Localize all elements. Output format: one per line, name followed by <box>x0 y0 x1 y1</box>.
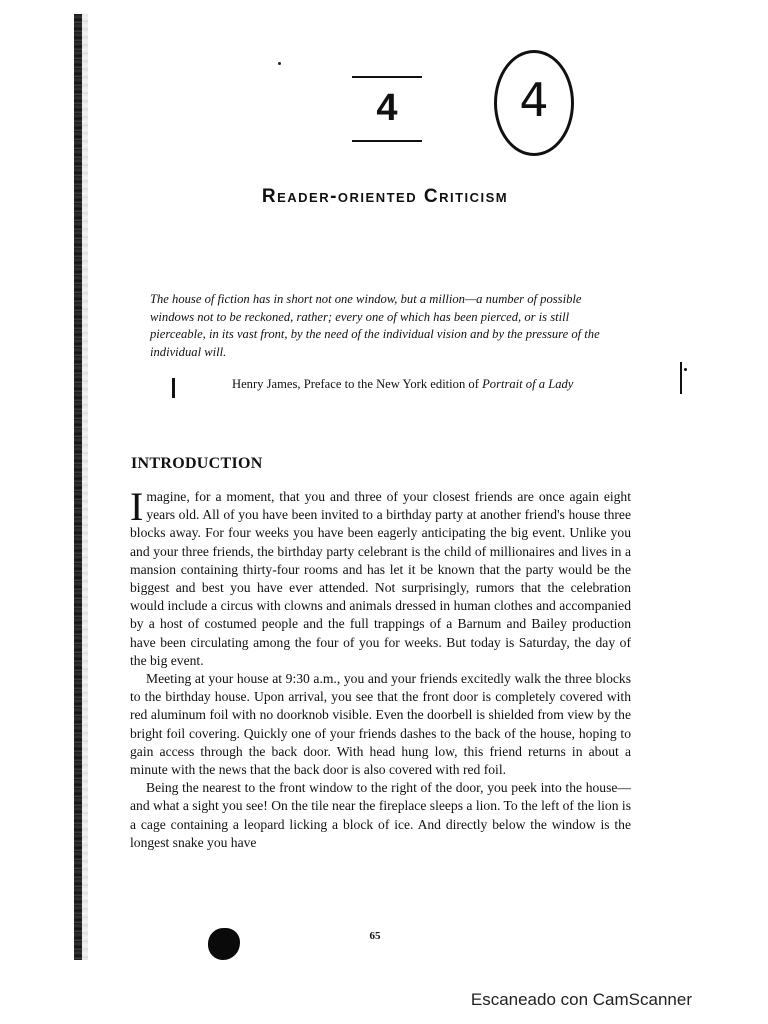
scanner-watermark: Escaneado con CamScanner <box>470 990 692 1009</box>
attribution-work-title: Portrait of a Lady <box>482 377 574 391</box>
page-number: 65 <box>369 930 381 942</box>
handwritten-circled-number: 4 <box>494 50 574 156</box>
chapter-rule-bottom <box>352 140 422 142</box>
epigraph-quote: The house of fiction has in short not one window, but a million—a number of possible windows not to be reckoned, rather; every one of which has been pierced, or is still pierceable, in its vast front, by the need of the individual vision and by the pressure of the individual will. <box>150 292 600 359</box>
book-binding-shadow <box>74 14 82 960</box>
section-heading: INTRODUCTION <box>131 455 263 472</box>
paragraph-3: Being the nearest to the front window to the right of the door, you peek into the house—and what a sight you see! On the tile near the fireplace sleeps a lion. To the left of the lion is a cage containing a leopard licking a block of ice. And directly below the window is the longest snake you have <box>130 780 631 850</box>
epigraph-attribution <box>232 376 652 393</box>
paragraph-2: Meeting at your house at 9:30 a.m., you and your friends excitedly walk the three blocks to the birthday house. Upon arrival, you see that the front door is completely covered with red aluminum foil with no doorknob visible. Even the doorbell is shielded from view by the bright foil covering. Quickly one of your friends dashes to the back of the house, hoping to gain access through the back door. With head hung low, this friend returns in about a minute with the news that the back door is also covered with red foil. <box>130 671 631 778</box>
page-edge-fringe <box>82 14 88 960</box>
attribution-text: Henry James, Preface to the New York edition of <box>232 377 483 391</box>
paragraph-1 <box>130 484 631 670</box>
chapter-rule-top <box>352 76 422 78</box>
pen-margin-mark-left <box>172 378 175 398</box>
ink-blot <box>208 928 240 960</box>
paragraph-1-text: magine, for a moment, that you and three of your closest friends are once again eight years old. All of you have been invited to a birthday party at another friend's house three blocks away. For four weeks you have been eagerly anticipating the big event. Unlike you and your three friends, the birthday party celebrant is the child of millionaires and lives in a mansion containing thirty-four rooms and has let it be known that the party would be the biggest and best you have ever attended. Not surprisingly, rumors that the celebration would include a circus with clowns and animals dressed in human clothes and accompanied by a host of costumed people and the full trappings of a Barnum and Bailey production have been circulating among the four of you for weeks. But today is Saturday, the day of the big event. <box>130 489 631 668</box>
pen-dot-mark <box>684 368 687 371</box>
drop-cap: I <box>130 484 144 529</box>
chapter-title: Reader-oriented Criticism <box>261 186 509 207</box>
chapter-number: 4 <box>376 87 398 129</box>
pen-margin-mark-right <box>680 362 682 394</box>
body-text <box>130 484 631 852</box>
scan-speck <box>278 62 281 65</box>
